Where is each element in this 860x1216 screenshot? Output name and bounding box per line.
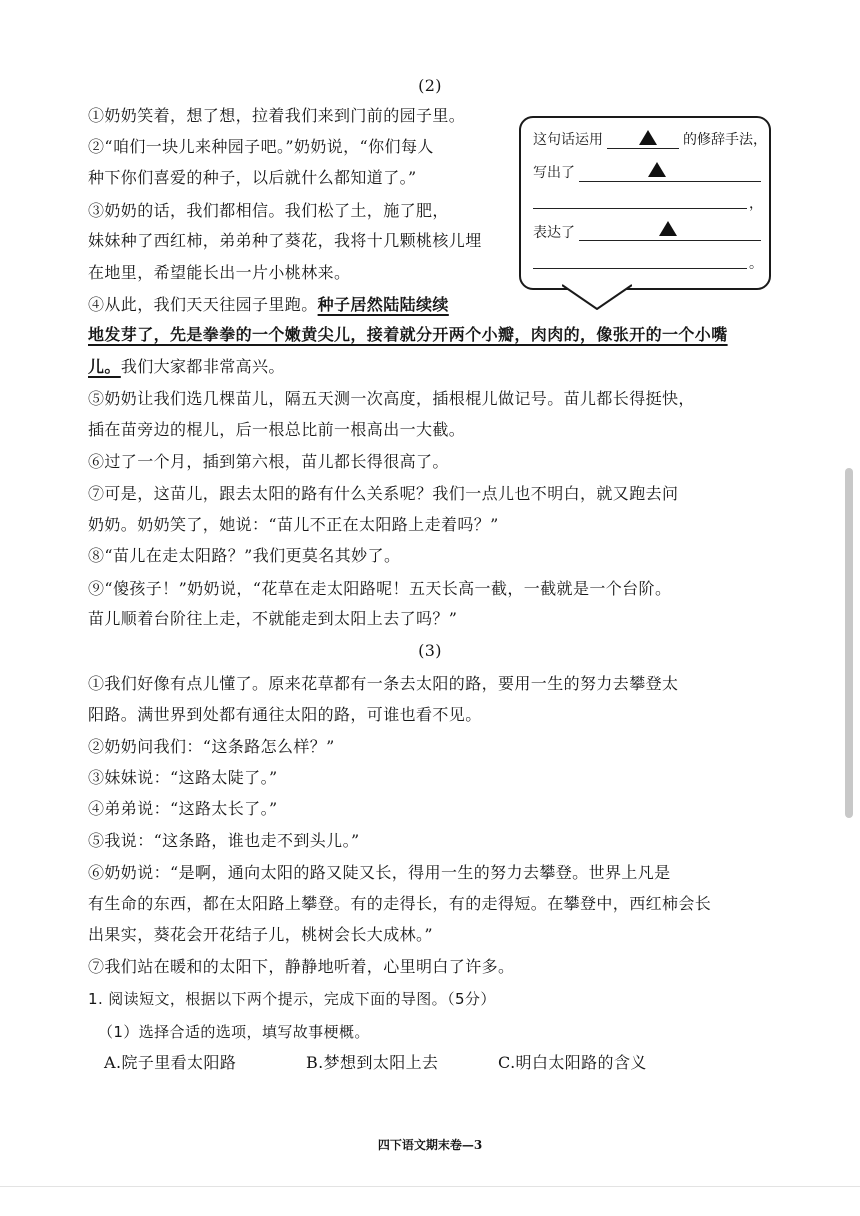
answer-blank[interactable] [579, 181, 761, 182]
underlined-sentence: 儿。 [88, 357, 121, 376]
paragraph-line: 奶奶。奶奶笑了，她说：“苗儿不正在太阳路上走着吗？” [88, 515, 499, 534]
question-1: 1. 阅读短文，根据以下两个提示，完成下面的导图。（5分） [88, 990, 496, 1008]
callout-text: 的修辞手法， [683, 132, 767, 148]
paragraph-line [88, 355, 285, 379]
paragraph-line: 有生命的东西，都在太阳路上攀登。有的走得长，有的走得短。在攀登中，西红柿会长 [88, 894, 712, 913]
paragraph-line: 种下你们喜爱的种子，以后就什么都知道了。” [88, 168, 417, 187]
underlined-sentence: 种子居然陆陆续续 [317, 295, 449, 314]
callout-text: 这句话运用 [533, 132, 603, 148]
triangle-marker-icon [648, 162, 666, 177]
paragraph-line: ③妹妹说：“这路太陡了。” [88, 768, 278, 787]
paragraph-line: 插在苗旁边的棍儿，后一根总比前一根高出一大截。 [88, 420, 466, 439]
paragraph-line [88, 293, 449, 317]
callout-text: 表达了 [533, 225, 575, 241]
paragraph-line: ①我们好像有点儿懂了。原来花草都有一条去太阳的路，要用一生的努力去攀登太 [88, 674, 679, 693]
paragraph-line [88, 323, 728, 347]
paragraph-line: ③奶奶的话，我们都相信。我们松了土，施了肥， [88, 201, 449, 220]
option-b: B.梦想到太阳上去 [306, 1053, 439, 1072]
paragraph-line: ⑥奶奶说：“是啊，通向太阳的路又陡又长，得用一生的努力去攀登。世界上凡是 [88, 863, 671, 882]
paragraph-line: 出果实，葵花会开花结子儿，桃树会长大成林。” [88, 925, 433, 944]
paragraph-line: ②“咱们一块儿来种园子吧。”奶奶说，“你们每人 [88, 137, 434, 156]
paragraph-line: ⑤我说：“这条路，谁也走不到头儿。” [88, 831, 360, 850]
answer-blank[interactable] [607, 148, 679, 149]
answer-blank[interactable] [533, 208, 747, 209]
page-divider [0, 1186, 860, 1187]
callout-text: 写出了 [533, 165, 575, 181]
paragraph-line: 在地里，希望能长出一片小桃林来。 [88, 263, 351, 282]
section-heading-2: (2) [418, 76, 442, 95]
paragraph-line: 妹妹种了西红柿，弟弟种了葵花，我将十几颗桃核儿埋 [88, 231, 482, 250]
answer-blank[interactable] [579, 240, 761, 241]
triangle-marker-icon [659, 221, 677, 236]
scrollbar-thumb[interactable] [845, 468, 853, 818]
paragraph-line: ⑤奶奶让我们选几棵苗儿，隔五天测一次高度，插根棍儿做记号。苗儿都长得挺快， [88, 389, 695, 408]
callout-text: ， [749, 196, 763, 212]
answer-blank[interactable] [533, 268, 747, 269]
section-heading-3: (3) [418, 641, 442, 660]
paragraph-line: 苗儿顺着台阶往上走，不就能走到太阳上去了吗？” [88, 609, 458, 628]
page-footer: 四下语文期末卷—3 [377, 1138, 483, 1152]
callout-pointer [562, 284, 632, 310]
triangle-marker-icon [639, 130, 657, 145]
paragraph-line: ⑨“傻孩子！”奶奶说，“花草在走太阳路呢！五天长高一截，一截就是一个台阶。 [88, 579, 672, 598]
paragraph-line: ②奶奶问我们：“这条路怎么样？” [88, 737, 335, 756]
paragraph-line: ④弟弟说：“这路太长了。” [88, 799, 278, 818]
paragraph-line: 阳路。满世界到处都有通往太阳的路，可谁也看不见。 [88, 705, 482, 724]
paragraph-line: ⑧“苗儿在走太阳路？”我们更莫名其妙了。 [88, 546, 401, 565]
paragraph-line: ⑦可是，这苗儿，跟去太阳的路有什么关系呢？我们一点儿也不明白，就又跑去问 [88, 484, 679, 503]
callout-text: 。 [749, 256, 763, 272]
paragraph-text: 我们大家都非常高兴。 [120, 357, 285, 376]
annotation-callout-box [519, 116, 771, 290]
underlined-sentence: 地发芽了，先是拳拳的一个嫩黄尖儿，接着就分开两个小瓣，肉肉的，像张开的一个小嘴 [88, 325, 728, 344]
paragraph-line: ①奶奶笑着，想了想，拉着我们来到门前的园子里。 [88, 106, 466, 125]
option-c: C.明白太阳路的含义 [498, 1053, 647, 1072]
paragraph-text: ④从此，我们天天往园子里跑。 [88, 295, 318, 314]
question-1-part-1: （1）选择合适的选项，填写故事梗概。 [98, 1023, 370, 1041]
paragraph-line: ⑦我们站在暖和的太阳下，静静地听着，心里明白了许多。 [88, 957, 515, 976]
option-a: A.院子里看太阳路 [104, 1053, 237, 1072]
paragraph-line: ⑥过了一个月，插到第六根，苗儿都长得很高了。 [88, 452, 449, 471]
